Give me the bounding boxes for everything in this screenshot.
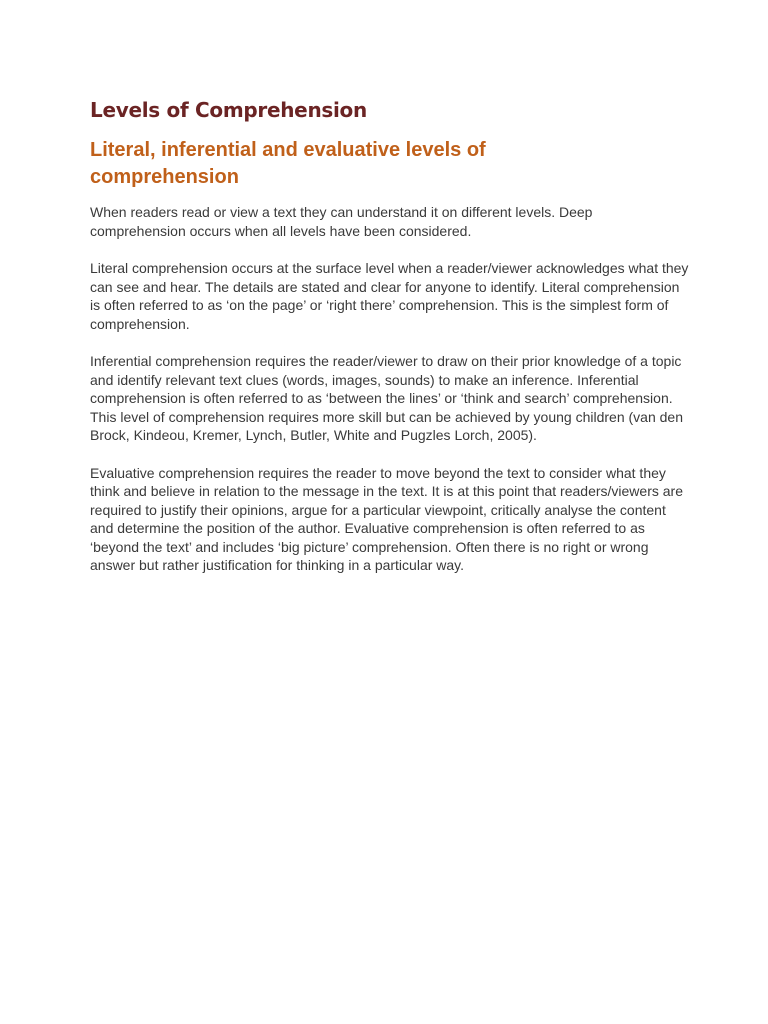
paragraph-literal: Literal comprehension occurs at the surface level when a reader/viewer acknowledges what they can see and hear. The details are stated and clear for anyone to identify. Literal comprehension is often referred to as ‘on the page’ or ‘right there’ comprehension. This is the simplest form of comprehension. [90, 260, 689, 332]
document-content [90, 95, 690, 594]
paragraph-inferential: Inferential comprehension requires the reader/viewer to draw on their prior knowledge of a topic and identify relevant text clues (words, images, sounds) to make an inference. Inferential comprehension is often referred to as ‘between the lines’ or ‘think and search’ comprehension. This level of comprehension requires more skill but can be achieved by young children (van den Brock, Kindeou, Kremer, Lynch, Butler, White and Pugzles Lorch, 2005). [90, 353, 683, 443]
page-title: Levels of Comprehension [90, 98, 367, 122]
paragraph-evaluative: Evaluative comprehension requires the reader to move beyond the text to consider what they think and believe in relation to the message in the text. It is at this point that readers/viewers are required to justify their opinions, argue for a particular viewpoint, critically analyse the content and determine the position of the author. Evaluative comprehension is often referred to as ‘beyond the text’ and includes ‘big picture’ comprehension. Often there is no right or wrong answer but rather justification for thinking in a particular way. [90, 464, 683, 573]
section-heading: Literal, inferential and evaluative levels of comprehension [90, 139, 486, 188]
paragraph-intro: When readers read or view a text they can understand it on different levels. Deep comprehension occurs when all levels have been considered. [90, 204, 593, 239]
